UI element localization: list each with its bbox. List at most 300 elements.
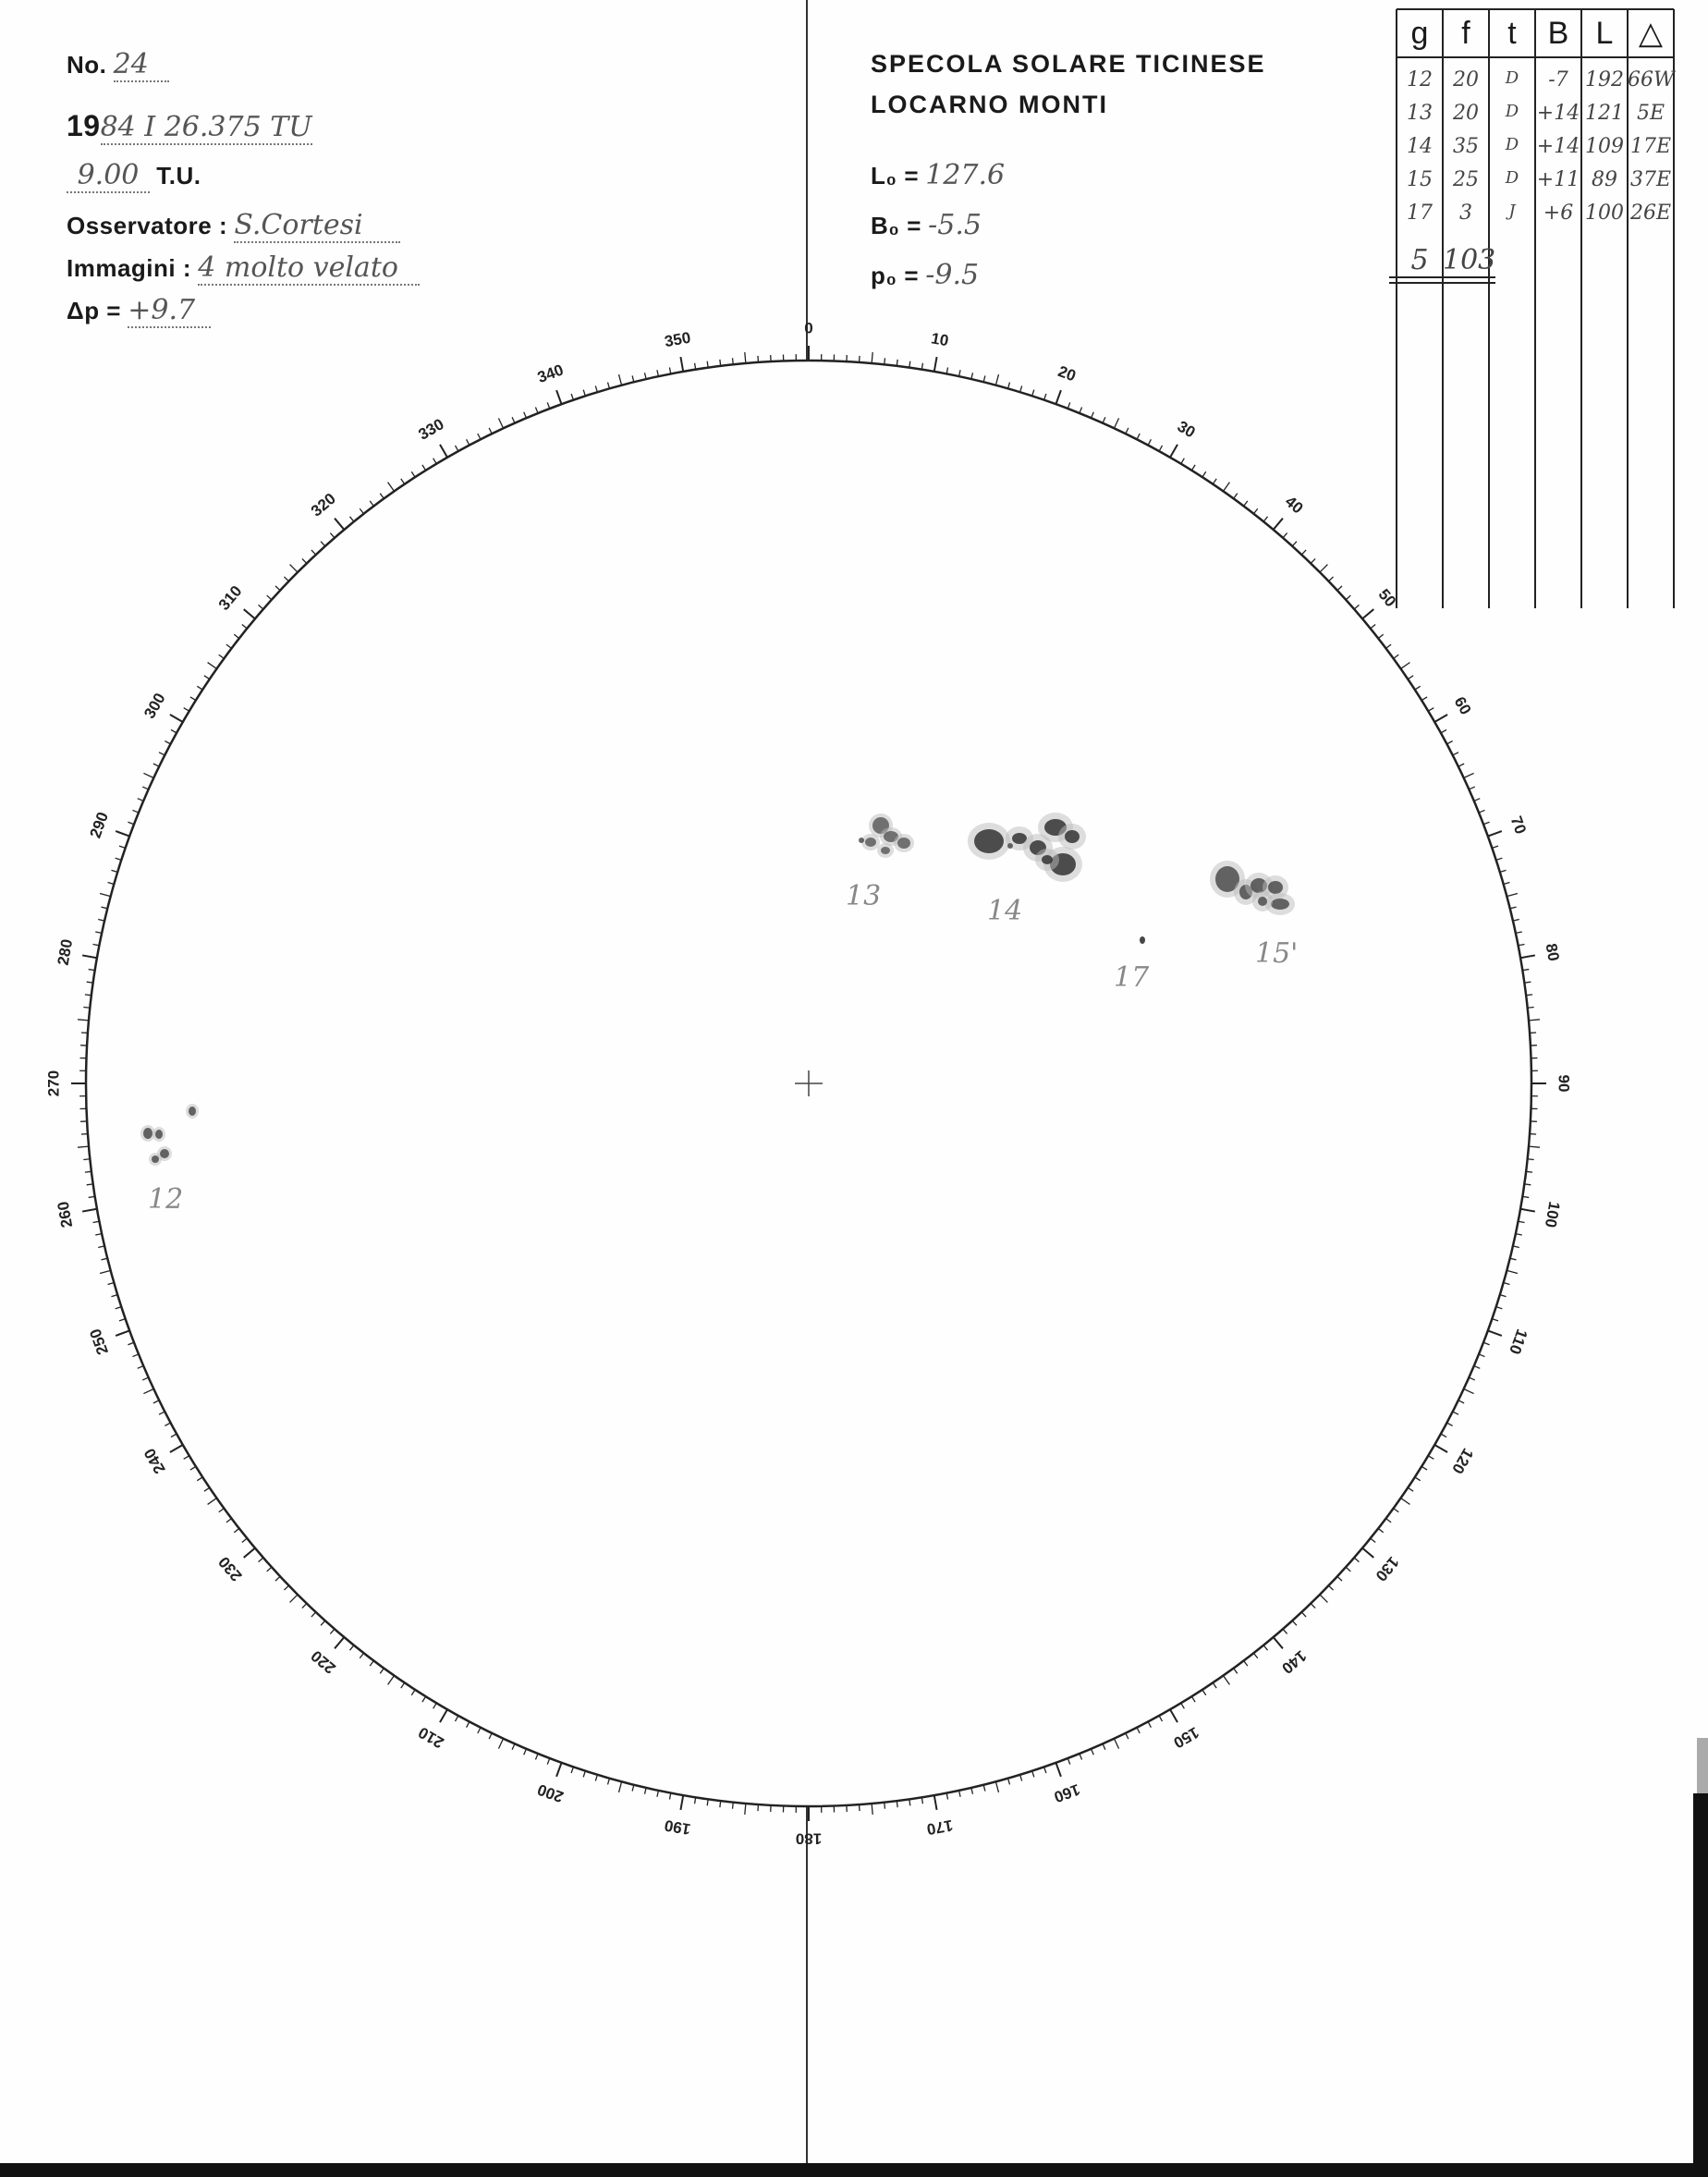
dial-tick [267,595,272,600]
observer-label: Osservatore : [67,212,228,239]
dial-tick [1441,729,1446,732]
dial-tick [1008,1779,1010,1785]
dial-tick [388,483,395,492]
dial-tick [1428,708,1434,712]
dial-tick [547,1758,550,1765]
dial-tick [95,932,102,933]
dial-tick [83,1159,90,1160]
dial-tick [608,383,610,389]
table-cell: +11 [1536,168,1580,191]
table-cell: 66W [1628,68,1675,92]
dial-tick [1421,697,1427,701]
dial-label: 130 [1372,1553,1403,1585]
dial-tick [360,508,363,514]
dial-tick [143,1388,153,1393]
dial-tick [244,609,255,618]
dial-tick [1159,1716,1162,1721]
dial-tick [330,1629,335,1633]
dial-tick [1513,1246,1519,1248]
dial-tick [108,883,115,885]
dial-tick [1529,1146,1540,1147]
table-header-0: g [1410,16,1429,51]
dial-tick [170,715,183,722]
dial-tick [720,360,721,366]
dial-tick [1453,1412,1458,1414]
table-header-4: L [1595,16,1614,51]
dial-label: 290 [86,809,113,841]
dial-tick [1170,1709,1177,1722]
dial-tick [101,1258,107,1260]
dial-tick [1469,1377,1474,1380]
images-value: 4 molto velato [198,251,420,286]
dial-tick [1526,1171,1532,1172]
sunspot [1268,881,1283,894]
dial-tick [1346,595,1350,600]
dial-tick [1080,407,1082,412]
dial-tick [1181,459,1185,464]
dial-tick [1301,550,1306,555]
P0-label: p₀ = [871,262,920,289]
B0-value: -5.5 [928,209,982,241]
dial-tick [1510,1258,1517,1260]
dial-tick [1354,1558,1359,1562]
dial-label: 140 [1278,1646,1311,1678]
dial-tick [1283,1629,1287,1633]
dial-tick [1055,390,1060,404]
dial-tick [208,663,217,669]
dial-tick [1137,434,1140,439]
table-cell: 20 [1453,68,1479,92]
dial-tick [535,1754,538,1759]
dial-tick [1244,1661,1248,1667]
dial-label: 350 [663,328,692,351]
dial-tick [226,1519,232,1523]
dial-tick [524,412,527,418]
dial-tick [720,1801,721,1807]
dial-tick [1234,1669,1238,1674]
dial-tick [335,519,344,530]
dial-tick [85,995,92,996]
table-cell: 26E [1629,202,1672,225]
dial-tick [321,542,325,546]
dial-tick [1292,1621,1297,1625]
dial-tick [1474,799,1480,801]
dial-tick [1479,810,1484,813]
dial-tick [433,459,437,464]
dial-tick [197,1477,202,1481]
dial-tick [1469,787,1474,789]
dial-label: 120 [1448,1445,1477,1477]
dial-tick [234,634,239,638]
dial-tick [884,358,885,364]
dial-tick [1008,383,1010,389]
dial-tick [934,357,937,372]
dial-tick [1114,418,1118,428]
dial-label: 330 [415,415,447,444]
dial-tick [1496,1307,1503,1309]
dial-tick [1274,1637,1283,1648]
dial-label: 0 [804,319,813,337]
dial-tick [422,1696,426,1702]
dial-tick [1337,1576,1342,1581]
disk-center-cross [795,1070,823,1096]
table-cell: 13 [1407,102,1433,125]
dial-tick [204,676,210,679]
dial-tick [632,1785,634,1792]
dial-tick [1170,445,1177,458]
dial-tick [1224,483,1230,492]
dial-tick [138,799,143,801]
dial-label: 260 [54,1200,77,1229]
dial-label: 320 [307,489,339,520]
table-cell: +14 [1536,135,1580,158]
sunspot [1065,830,1080,843]
dial-tick [1126,1733,1128,1739]
table-cell: J [1508,202,1516,221]
sunspot [865,838,876,847]
dial-tick [1032,1771,1034,1778]
dial-tick [275,586,280,591]
table-cell: 3 [1459,202,1472,225]
dial-tick [302,1604,307,1608]
dial-tick [1362,609,1373,618]
L0-value: 127.6 [925,159,1006,191]
dial-tick [1244,501,1248,507]
dial-label: 210 [415,1723,447,1752]
dial-label: 80 [1542,942,1563,963]
dial-tick [78,1020,89,1021]
dial-label: 180 [795,1829,823,1848]
dial-tick [85,1171,92,1172]
dial-tick [1354,605,1359,609]
dial-label: 60 [1450,693,1475,718]
dial-tick [82,1209,97,1212]
dial-tick [142,1377,148,1380]
dial-tick [645,1788,647,1794]
table-cell: 14 [1407,135,1433,158]
dial-tick [401,1682,405,1688]
dial-tick [1224,1676,1230,1685]
sunspot [859,838,864,843]
dial-tick [95,1234,102,1235]
dial-tick [380,1669,384,1674]
dial-tick [1504,883,1510,885]
sunspot [1258,897,1267,906]
table-cell: 100 [1585,202,1624,225]
sunspot [143,1128,152,1139]
dial-tick [1401,1498,1410,1505]
dial-tick [595,1775,597,1781]
dial-tick [608,1779,610,1785]
dial-tick [489,1733,492,1739]
dial-tick [1092,412,1094,418]
dial-tick [467,1721,470,1727]
dial-tick [411,1690,415,1695]
dial-tick [1386,1519,1392,1523]
dial-tick [1137,1728,1140,1733]
dial-tick [1092,1749,1094,1755]
group-label-15: 15' [1255,937,1299,970]
dial-tick [971,373,973,379]
dial-tick [1526,995,1532,996]
dial-tick [302,558,307,563]
dial-tick [1202,1690,1206,1695]
dial-tick [1311,558,1315,563]
dial-label: 70 [1507,813,1530,837]
dial-tick [242,1538,247,1542]
dial-tick [1274,519,1283,530]
dial-label: 110 [1506,1327,1531,1357]
dial-tick [159,1412,165,1414]
dial-tick [680,1795,683,1810]
dial-label: 20 [1055,362,1079,385]
dial-tick [234,1528,239,1532]
dial-label: 100 [1541,1200,1564,1229]
dial-tick [244,1548,255,1558]
dial-tick [1253,508,1257,514]
dial-tick [1488,831,1502,836]
dial-tick [440,1709,447,1722]
dial-tick [556,390,561,404]
dial-label: 300 [140,690,169,722]
table-cell: 20 [1453,102,1479,125]
dial-label: 50 [1374,585,1400,611]
dial-label: 190 [663,1816,692,1839]
dial-tick [82,955,97,958]
dial-tick [1263,517,1267,521]
dial-label: 220 [307,1646,339,1678]
date-value: 84 I 26.375 TU [100,111,312,143]
dial-tick [657,1791,658,1797]
dial-tick [1263,1645,1267,1650]
dial-tick [1510,907,1517,909]
dial-tick [1301,1612,1306,1617]
dial-label: 10 [929,329,950,350]
dial-tick [556,1763,561,1777]
dial-tick [1371,1538,1375,1542]
table-cell: 89 [1592,168,1617,191]
table-cell: -7 [1548,68,1568,92]
dial-label: 230 [214,1553,246,1585]
dial-tick [595,385,597,392]
dial-tick [498,418,503,428]
dial-tick [83,1008,90,1009]
dial-tick [335,1637,344,1648]
dial-label: 160 [1051,1780,1083,1806]
dial-tick [478,1728,481,1733]
dial-tick [184,1456,189,1460]
dial-tick [290,565,298,572]
table-header-1: f [1461,16,1470,51]
dial-tick [440,445,447,458]
dial-tick [1114,1739,1118,1749]
dial-tick [119,846,126,848]
dial-tick [1474,1366,1480,1369]
sunspot [189,1107,196,1116]
dial-tick [1292,542,1297,546]
dial-tick [98,920,104,922]
table-cell: +6 [1543,202,1574,225]
dial-label: 30 [1174,417,1199,442]
dial-tick [1283,533,1287,538]
dial-tick [190,1466,196,1470]
dial-tick [1500,1295,1507,1297]
dial-tick [1528,1008,1534,1009]
group-label-13: 13 [846,880,882,912]
dial-tick [204,1487,210,1491]
dial-tick [1371,624,1375,628]
dial-tick [1496,858,1503,860]
dial-tick [1528,1159,1534,1160]
sunspot [1140,936,1145,944]
dial-tick [184,708,189,712]
dial-tick [1479,1354,1484,1357]
dial-tick [380,494,384,499]
dial-tick [100,1270,111,1273]
dial-tick [1068,1758,1070,1765]
table-cell: 17E [1629,135,1672,158]
dial-tick [116,1307,122,1309]
dial-tick [1020,385,1022,392]
dial-tick [1044,394,1046,400]
P0-value: -9.5 [925,259,980,291]
dial-tick [101,907,107,909]
table-grid [1389,9,1674,608]
dial-tick [1213,479,1216,484]
dial-tick [321,1621,325,1625]
dial-tick [311,1612,316,1617]
total-groups: 5 [1410,244,1429,276]
group-label-17: 17 [1114,961,1150,994]
dial-tick [197,686,202,690]
dial-tick [1458,764,1464,766]
scan-edge-dark [1693,1793,1708,2163]
dial-tick [1191,1696,1195,1702]
dial-tick [116,1330,129,1335]
sunspot [155,1130,163,1139]
dial-tick [971,1788,973,1794]
dial-tick [1320,565,1327,572]
table-cell: D [1505,135,1519,154]
dial-tick [1080,1754,1082,1759]
dial-tick [1520,1209,1535,1212]
dial-tick [583,1771,585,1778]
dial-tick [455,446,458,451]
dial-tick [153,1400,159,1403]
dial-tick [165,1423,170,1425]
time-value: 9.00 [67,159,150,193]
dial-label: 310 [214,581,246,614]
dial-tick [524,1749,527,1755]
dial-tick [512,1743,515,1749]
dial-tick [111,870,117,872]
dial-tick [1415,1477,1421,1481]
dial-tick [1483,822,1490,825]
dial-tick [111,1295,117,1297]
dial-tick [116,858,122,860]
dial-tick [142,787,148,789]
dial-tick [1529,1020,1540,1021]
sunspot [1271,899,1289,910]
time-unit: T.U. [156,162,201,190]
dial-tick [733,1803,734,1809]
table-cell: 17 [1407,202,1433,225]
dial-tick [1055,1763,1060,1777]
dial-tick [108,1283,115,1285]
dial-tick [349,1645,353,1650]
table-cell: 192 [1585,68,1624,92]
dial-tick [1253,1653,1257,1658]
dial-label: 170 [925,1816,955,1839]
dial-tick [1394,1509,1399,1512]
dial-tick [583,390,585,397]
dial-label: 280 [54,937,77,967]
L0-label: L₀ = [871,162,920,190]
dial-tick [1346,1567,1350,1572]
dial-tick [422,465,426,471]
dial-tick [1415,686,1421,690]
dial-tick [1434,1445,1447,1452]
sunspot [897,838,910,849]
dial-tick [78,1146,89,1147]
dial-tick [190,697,196,701]
dial-tick [1492,1319,1498,1321]
table-cell: D [1505,68,1519,88]
dial-tick [401,479,405,484]
dial-label: 90 [1555,1074,1573,1093]
dial-tick [1507,1270,1518,1273]
dial-tick [116,831,129,836]
images-label: Immagini : [67,254,192,282]
total-spots: 103 [1443,244,1496,276]
dial-tick [1394,654,1399,658]
dial-tick [128,822,134,825]
dial-tick [98,1246,104,1248]
dial-tick [1311,1604,1315,1608]
dial-tick [311,550,316,555]
dial-tick [1516,1234,1522,1235]
dial-tick [349,517,353,521]
dial-tick [411,471,415,477]
dial-tick [983,1785,985,1792]
delta-p-label: Δp = [67,297,121,324]
dial-tick [1148,1721,1151,1727]
dial-tick [959,1791,960,1797]
dial-tick [1421,1466,1427,1470]
dial-tick [535,407,538,412]
dial-tick [275,1576,280,1581]
dial-tick [1329,1585,1334,1590]
dial-tick [1044,1767,1046,1773]
dial-tick [1159,446,1162,451]
dial-label: 200 [534,1780,567,1806]
dial-tick [1500,870,1507,872]
dial-label: 240 [140,1445,169,1477]
dial-tick [1408,676,1413,679]
dial-tick [138,1366,143,1369]
dial-tick [132,810,138,813]
dial-tick [1446,741,1452,744]
sunspot [1007,843,1013,849]
dial-tick [618,374,621,385]
dial-label: 270 [44,1070,63,1097]
table-header-5: △ [1638,16,1664,51]
group-label-14: 14 [987,895,1023,927]
dial-tick [370,501,373,507]
dial-tick [330,533,335,538]
table-cell: 12 [1407,68,1433,92]
dial-tick [170,1445,183,1452]
